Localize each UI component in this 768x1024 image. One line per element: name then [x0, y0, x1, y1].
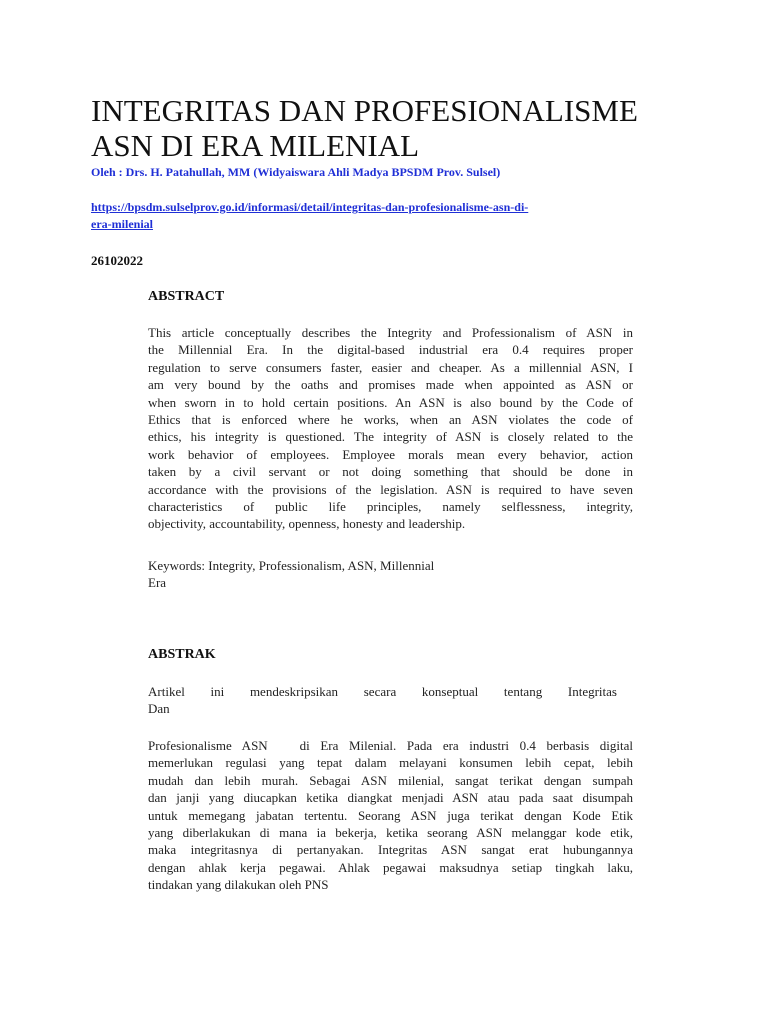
- abstrak-intro: [148, 683, 617, 718]
- abstract-line: Ethics that is enforced where he works, when an ASN violates the code of: [148, 412, 633, 428]
- title-line-2: ASN DI ERA MILENIAL: [91, 128, 420, 163]
- abstract-paragraph: [148, 324, 633, 533]
- abstrak-line: dengan ahlak kerja pegawai. Ahlak pegawai maksudnya setiap tingkah laku,: [148, 859, 633, 875]
- source-link-line-1: https://bpsdm.sulselprov.go.id/informasi/detail/integritas-dan-profesionalisme-asn-di-: [91, 200, 529, 214]
- abstrak-line: memerlukan regulasi yang tepat dalam melayani konsumen lebih cepat, lebih: [148, 755, 633, 771]
- abstrak-intro-line-1: Artikel ini mendeskripsikan secara konseptual tentang Integritas: [148, 684, 617, 699]
- abstrak-line: yang diberlakukan di mana ia bekerja, ketika seorang ASN melanggar kode etik,: [148, 825, 633, 841]
- abstrak-paragraph: [148, 737, 633, 894]
- abstract-line: accordance with the provisions of the legislation. ASN is required to have seven: [148, 481, 633, 497]
- keywords-line-2: Era: [148, 575, 167, 591]
- abstract-line: the Millennial Era. In the digital-based industrial era 0.4 requires proper: [148, 342, 633, 358]
- abstract-line: regulation to serve consumers faster, easier and cheaper. As a millennial ASN, I: [148, 359, 633, 375]
- abstrak-line: untuk memegang jabatan tertentu. Seorang ASN juga terikat dengan Kode Etik: [148, 807, 633, 823]
- title-line-1: INTEGRITAS DAN PROFESIONALISME: [91, 93, 638, 128]
- abstract-line: work behavior of employees. Employee morals mean every behavior, action: [148, 446, 633, 462]
- abstrak-line: mudah dan lebih murah. Sebagai ASN milenial, sangat terikat dengan sumpah: [148, 772, 633, 788]
- keywords: [148, 557, 493, 592]
- abstract-line: am very bound by the oaths and promises made when appointed as ASN or: [148, 377, 633, 393]
- abstrak-heading: ABSTRAK: [148, 647, 216, 662]
- abstrak-line: maka integritasnya di pertanyakan. Integritas ASN sangat erat hubungannya: [148, 842, 633, 858]
- abstract-line: taken by a civil servant or not doing something that should be done in: [148, 464, 633, 480]
- source-link[interactable]: [91, 199, 651, 233]
- author-byline: Oleh : Drs. H. Patahullah, MM (Widyaiswara Ahli Madya BPSDM Prov. Sulsel): [91, 165, 501, 179]
- abstract-line: This article conceptually describes the Integrity and Professionalism of ASN in: [148, 325, 633, 340]
- abstrak-line: Profesionalisme ASN di Era Milenial. Pada era industri 0.4 berbasis digital: [148, 738, 633, 753]
- abstrak-line: tindakan yang dilakukan oleh PNS: [148, 877, 329, 893]
- abstrak-line: dan janji yang diucapkan ketika diangkat menjadi ASN atau pada saat disumpah: [148, 790, 633, 806]
- abstract-line: when sworn in to hold certain positions. An ASN is also bound by the Code of: [148, 394, 633, 410]
- abstract-line: ethics, his integrity is questioned. The integrity of ASN is closely related to the: [148, 429, 633, 445]
- abstract-heading: ABSTRACT: [148, 289, 225, 304]
- abstract-line: objectivity, accountability, openness, honesty and leadership.: [148, 516, 466, 532]
- publication-date: 26102022: [91, 253, 143, 268]
- document-title: [91, 93, 731, 163]
- abstrak-intro-line-2: Dan: [148, 701, 170, 717]
- source-link-line-2: era-milenial: [91, 217, 153, 231]
- keywords-line-1: Keywords: Integrity, Professionalism, ASN, Millennial: [148, 558, 435, 573]
- abstract-line: characteristics of public life principles, namely selflessness, integrity,: [148, 499, 633, 515]
